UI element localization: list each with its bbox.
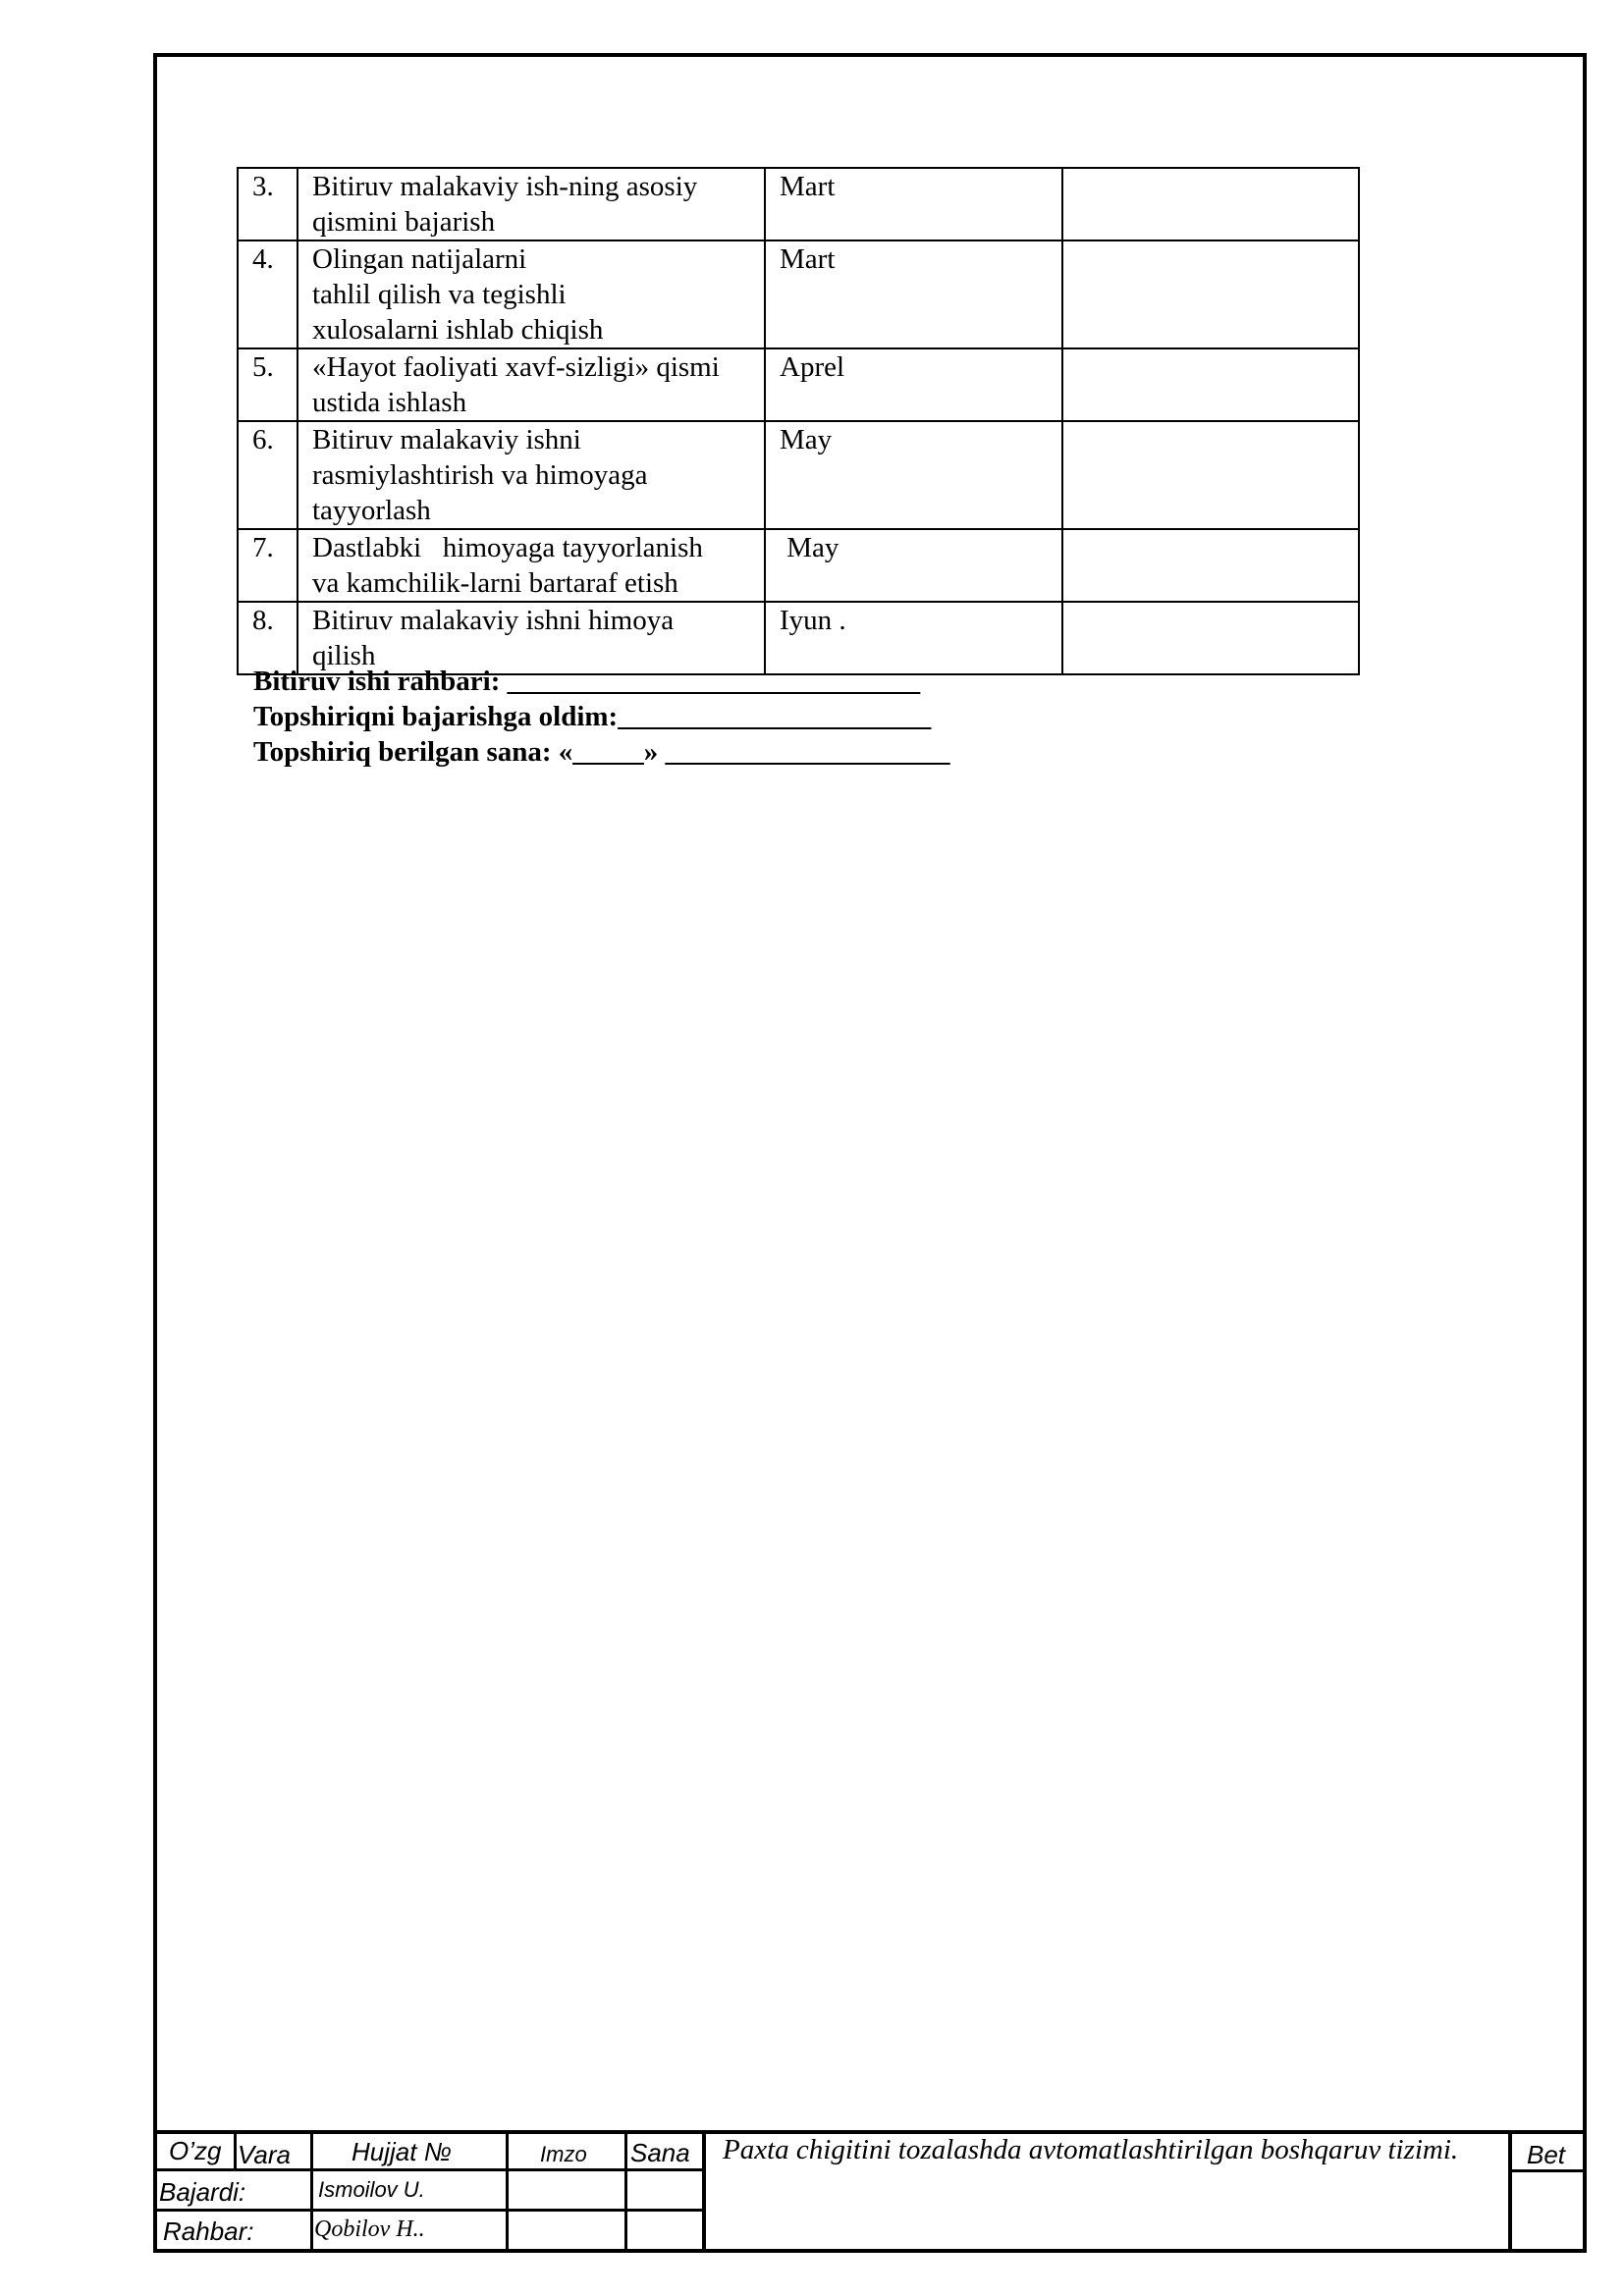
plan-row-task-line: xulosalarni ishlab chiqish <box>312 314 604 346</box>
supervisor-line: Bitiruv ishi rahbari: _____________________________ <box>253 666 921 697</box>
plan-row-task-line: Olingan natijalarni <box>312 243 527 275</box>
bajardi-name: Ismoilov U. <box>318 2177 425 2202</box>
plan-row-number: 5. <box>238 348 298 421</box>
plan-row <box>238 348 1359 421</box>
plan-row-number: 3. <box>238 168 298 240</box>
title-block-col-divider-2 <box>310 2130 313 2253</box>
plan-row-task-line: va kamchilik-larni bartaraf etish <box>312 567 678 599</box>
rahbar-label: Rahbar: <box>163 2216 254 2246</box>
sana-label: Sana <box>630 2138 690 2167</box>
plan-row-note <box>1062 529 1359 602</box>
plan-row-note <box>1062 168 1359 240</box>
plan-row-task <box>298 348 765 421</box>
plan-row-term: Mart <box>765 240 1062 348</box>
title-block-col-divider-5 <box>702 2130 706 2253</box>
plan-row-task-line: rasmiylashtirish va himoyaga <box>312 459 648 491</box>
accepted-line: Topshiriqni bajarishga oldim:______________________ <box>253 701 932 732</box>
issue-date-line: Topshiriq berilgan sana: «_____» ____________________ <box>253 736 950 768</box>
signature-block <box>253 664 950 770</box>
plan-row-task-line: Dastlabki himoyaga tayyorlanish <box>312 532 703 563</box>
plan-row-number: 4. <box>238 240 298 348</box>
plan-row <box>238 421 1359 529</box>
plan-row-term: Mart <box>765 168 1062 240</box>
plan-row <box>238 240 1359 348</box>
plan-row-task <box>298 529 765 602</box>
imzo-label: Imzo <box>540 2142 587 2166</box>
plan-row-task-line: qismini bajarish <box>312 206 496 238</box>
plan-row-task-line: tahlil qilish va tegishli <box>312 279 567 310</box>
plan-row-note <box>1062 348 1359 421</box>
plan-row-term: May <box>765 529 1062 602</box>
plan-row-number: 6. <box>238 421 298 529</box>
title-block-col-divider-3 <box>506 2130 509 2253</box>
ozg-label: O’zg <box>169 2136 222 2165</box>
plan-row <box>238 529 1359 602</box>
title-block-row-divider-2 <box>153 2209 703 2212</box>
title-block-col-divider-4 <box>624 2130 627 2253</box>
plan-row-task-line: qilish <box>312 640 376 671</box>
plan-row-note <box>1062 421 1359 529</box>
bet-label: Bet <box>1527 2140 1566 2169</box>
plan-row-number: 7. <box>238 529 298 602</box>
plan-row-task <box>298 421 765 529</box>
work-plan-table <box>237 167 1360 675</box>
document-title: Paxta chigitini tozalashda avtomatlashtirilgan boshqaruv tizimi. <box>723 2134 1459 2165</box>
hujjat-label: Hujjat № <box>352 2137 452 2166</box>
title-block-col-divider-1 <box>234 2130 237 2169</box>
plan-row-note <box>1062 602 1359 674</box>
plan-row-task-line: ustida ishlash <box>312 387 467 418</box>
plan-row-number: 8. <box>238 602 298 674</box>
plan-row-term: Iyun . <box>765 602 1062 674</box>
plan-row <box>238 168 1359 240</box>
rahbar-name: Qobilov H.. <box>314 2216 425 2242</box>
plan-row-task-line: Bitiruv malakaviy ishni himoya <box>312 605 675 636</box>
plan-row-term: Aprel <box>765 348 1062 421</box>
plan-row-task <box>298 168 765 240</box>
bajardi-label: Bajardi: <box>159 2177 246 2207</box>
plan-row-task <box>298 240 765 348</box>
plan-row-task-line: «Hayot faoliyati xavf-sizligi» qismi <box>312 351 720 383</box>
plan-row-note <box>1062 240 1359 348</box>
vara-label: Vara <box>238 2140 291 2169</box>
plan-row-task-line: tayyorlash <box>312 495 431 526</box>
plan-row-term: May <box>765 421 1062 529</box>
plan-row-task-line: Bitiruv malakaviy ishni <box>312 424 581 455</box>
plan-row-task-line: Bitiruv malakaviy ish-ning asosiy <box>312 171 698 202</box>
